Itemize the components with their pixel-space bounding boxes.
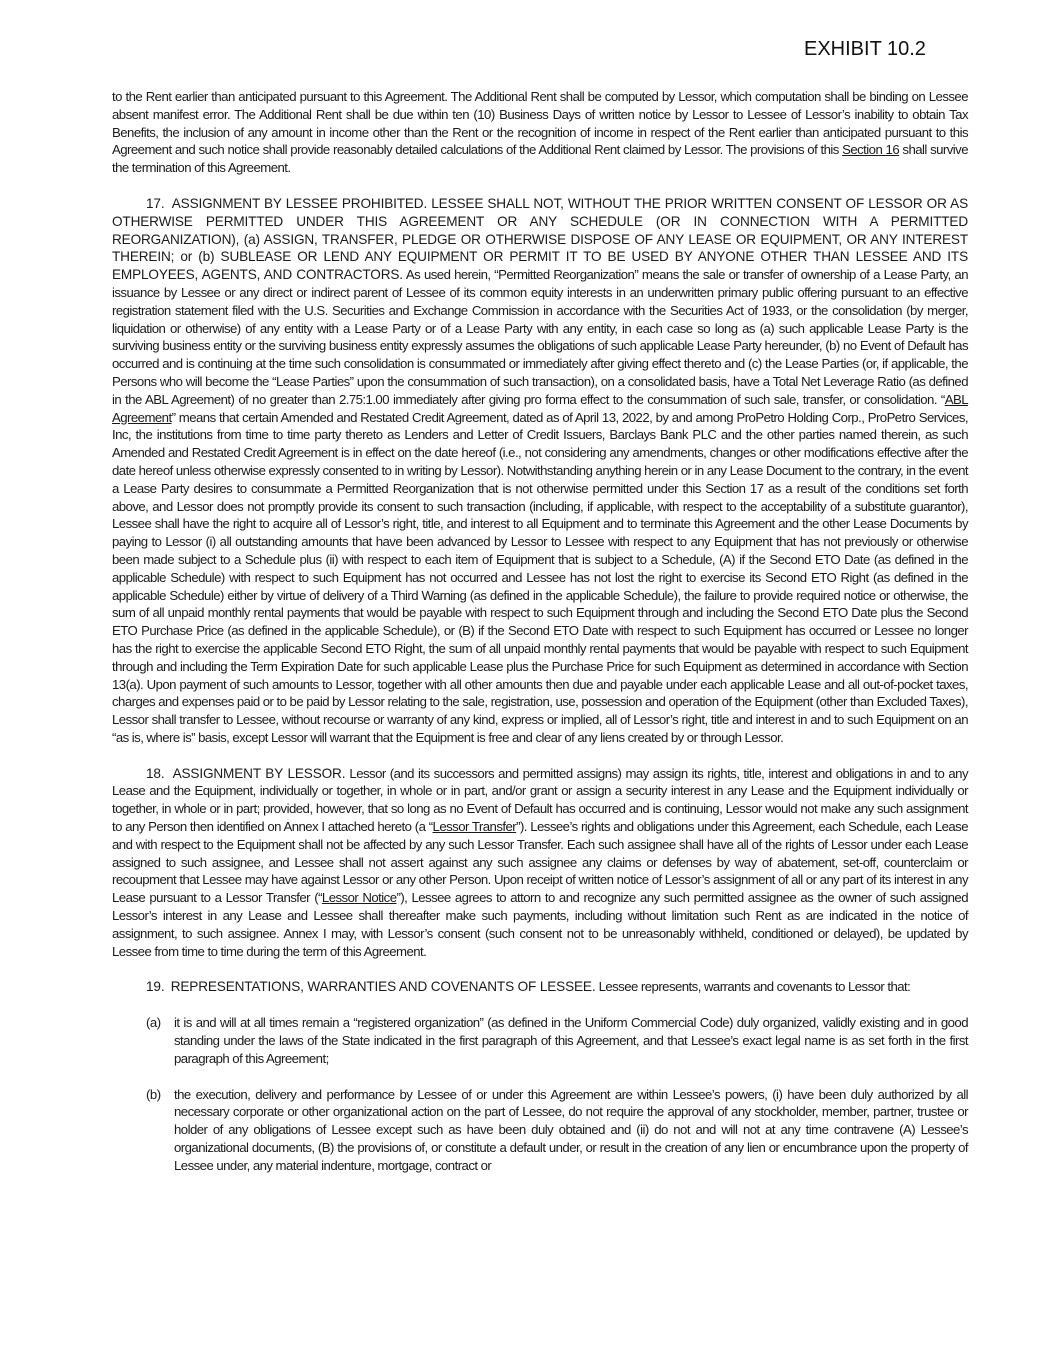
section-16-reference: Section 16 <box>842 142 900 158</box>
section-19-heading: REPRESENTATIONS, WARRANTIES AND COVENANTS OF LESSEE. <box>170 979 596 995</box>
section-17-number: 17. <box>146 195 165 211</box>
section-17: 17. ASSIGNMENT BY LESSEE PROHIBITED. LESSEE SHALL NOT, WITHOUT THE PRIOR WRITTEN CONSENT OF LESSOR OR AS OTHERWISE PERMITTED UNDER THIS AGREEMENT OR ANY SCHEDULE (OR IN CONNECTION WITH A PERMITTED REORGANIZATION), (a) ASSIGN, TRANSFER, PLEDGE OR OTHERWISE DISPOSE OF ANY LEASE OR EQUIPMENT, OR ANY INTEREST THEREIN; or (b) SUBLEASE OR LEND ANY EQUIPMENT OR PERMIT IT TO BE USED BY ANYONE OTHER THAN LESSEE AND ITS EMPLOYEES, AGENTS, AND CONTRACTORS. As used herein, “Permitted Reorganization” means the sale or transfer of ownership of a Lease Party, an issuance by Lessee or any direct or indirect parent of Lessee of its common equity interests in an underwritten primary public offering pursuant to an effective registration statement filed with the U.S. Securities and Exchange Commission in accordance with the Securities Act of 1933, or the consolidation (by merger, liquidation or otherwise) of any entity with a Lease Party or of a Lease Party with any entity, in each case so long as (a) such applicable Lease Party is the surviving business entity or the surviving business entity expressly assumes the obligations of such applicable Lease Party hereunder, (b) no Event of Default has occurred and is continuing at the time such consolidation is consummated or immediately after giving effect thereto and (c) the Lease Parties (or, if applicable, the Persons who will become the “Lease Parties” upon the consummation of such transaction), on a consolidated basis, have a Total Net Leverage Ratio (as defined in the ABL Agreement) of no greater than 2.75:1.00 immediately after giving pro forma effect to the consummation of such sale, transfer, or consolidation. “ABL Agreement” means that certain Amended and Restated Credit Agreement, dated as of April 13, 2022, by and among ProPetro Holding Corp., ProPetro Services, Inc, the institutions from time to time party thereto as Lenders and Letter of Credit Issuers, Barclays Bank PLC and the other parties named therein, as such Amended and Restated Credit Agreement is in effect on the date hereof (i.e., not considering any amendments, changes or other modifications effective after the date hereof unless otherwise expressly consented to in writing by Lessor). Notwithstanding anything herein or in any Lease Document to the contrary, in the event a Lease Party desires to consummate a Permitted Reorganization that is not otherwise permitted under this Section 17 as a result of the conditions set forth above, and Lessor does not promptly provide its consent to such transaction (including, if applicable, with respect to the acceptability of a substitute guarantor), Lessee shall have the right to acquire all of Lessor’s right, title, and interest to all Equipment and to terminate this Agreement and the other Lease Documents by paying to Lessor (i) all outstanding amounts that have been advanced by Lessor to Lessee with respect to any Equipment that has not previously or otherwise been made subject to a Schedule plus (ii) with respect to each item of Equipment that is subject to a Schedule, (A) if the Second ETO Date (as defined in the applicable Schedule) with respect to such Equipment has not occurred and Lessee has not lost the right to exercise its Second ETO Right (as defined in the applicable Schedule) either by virtue of delivery of a Third Warning (as defined in the applicable Schedule), the failure to provide required notice or otherwise, the sum of all unpaid monthly rental payments that would be payable with respect to such Equipment through and including the Second ETO Date plus the Second ETO Purchase Price (as defined in the applicable Schedule), or (B) if the Second ETO Date with respect to such Equipment has occurred or Lessee no longer has the right to exercise the applicable Second ETO Right, the sum of all unpaid monthly rental payments that would be payable with respect to such Equipment through and including the Term Expiration Date for such applicable Lease plus the Purchase Price for such Equipment as determined in accordance with Section 13(a). Upon payment of such amounts to Lessor, together with all other amounts then due and payable under each applicable Lease and all out-of-pocket taxes, charges and expenses paid or to be paid by Lessor relating to the sale, registration, use, possession and operation of the Equipment (other than Excluded Taxes), Lessor shall transfer to Lessee, without recourse or warranty of any kind, express or implied, all of Lessor’s right, title and interest in and to such Equipment on an “as is, where is” basis, except Lessor will warrant that the Equipment is free and clear of any liens created by or through Lessor. <box>112 195 968 745</box>
abl-agreement-term: ABL Agreement <box>112 391 968 425</box>
lessor-notice-term: Lessor Notice <box>321 890 397 906</box>
item-text: the execution, delivery and performance by Lessee of or under this Agreement are within Lessee’s powers, (i) have been duly authorized by all necessary corporate or other organizational action on the part of Lessee, do not require the approval of any stockholder, member, partner, trustee or holder of any obligations of Lessee except such as have been duly obtained and (ii) do not and will not at any time contravene (A) Lessee’s organizational documents, (B) the provisions of, or constitute a default under, or result in the creation of any lien or encumbrance upon the property of Lessee under, any material indenture, mortgage, contract or <box>174 1086 968 1173</box>
section-17-heading: ASSIGNMENT BY LESSEE PROHIBITED. LESSEE SHALL NOT, WITHOUT THE PRIOR WRITTEN CONSENT OF LESSOR OR AS OTHERWISE PERMITTED UNDER THIS AGREEMENT OR ANY SCHEDULE (OR IN CONNECTION WITH A PERMITTED REORGANIZATION), (a) ASSIGN, TRANSFER, PLEDGE OR OTHERWISE DISPOSE OF ANY LEASE OR EQUIPMENT, OR ANY INTEREST THEREIN; or (b) SUBLEASE OR LEND ANY EQUIPMENT OR PERMIT IT TO BE USED BY ANYONE OTHER THAN LESSEE AND ITS EMPLOYEES, AGENTS, AND CONTRACTORS. <box>112 195 968 283</box>
section-18-heading: ASSIGNMENT BY LESSOR. <box>172 765 346 781</box>
paragraph-section16-end: to the Rent earlier than anticipated pursuant to this Agreement. The Additional Rent shall be computed by Lessor, which computation shall be binding on Lessee absent manifest error. The Additional Rent shall be due within ten (10) Business Days of written notice by Lessor to Lessee of Lessor’s inability to obtain Tax Benefits, the inclusion of any amount in income other than the Rent or the recognition of income in respect of the Rent earlier than anticipated pursuant to this Agreement and such notice shall provide reasonably detailed calculations of the Additional Rent claimed by Lessor. The provisions of this Section 16 shall survive the termination of this Agreement. <box>112 89 968 176</box>
section-19-item-a <box>146 1014 968 1067</box>
section-19: 19. REPRESENTATIONS, WARRANTIES AND COVENANTS OF LESSEE. Lessee represents, warrants and covenants to Lessor that: <box>146 979 911 995</box>
document-page <box>112 88 968 1175</box>
item-text: it is and will at all times remain a “registered organization” (as defined in the Uniform Commercial Code) duly organized, validly existing and in good standing under the laws of the State indicated in the first paragraph of this Agreement, and that Lessee’s exact legal name is as set forth in the first paragraph of this Agreement; <box>174 1015 968 1066</box>
section-18: 18. ASSIGNMENT BY LESSOR. Lessor (and its successors and permitted assigns) may assign its rights, title, interest and obligations in and to any Lease and the Equipment, individually or together, in whole or in part, and/or grant or assign a security interest in any Lease and the Equipment individually or together, in whole or in part; provided, however, that so long as no Event of Default has occurred and is continuing, Lessor would not make any such assignment to any Person then identified on Annex I attached hereto (a “Lessor Transfer”). Lessee’s rights and obligations under this Agreement, each Schedule, each Lease and with respect to the Equipment shall not be affected by any such Lessor Transfer. Each such assignee shall have all of the rights of Lessor under each Lease assigned to such assignee, and Lessee shall not assert against any such assignee any claims or defenses by way of abatement, set-off, counterclaim or recoupment that Lessee may have against Lessor or any other Person. Upon receipt of written notice of Lessor’s assignment of all or any part of its interest in any Lease pursuant to a Lessor Transfer (“Lessor Notice”), Lessee agrees to attorn to and recognize any such permitted assignee as the owner of such assigned Lessor’s interest in any Lease and Lessee shall thereafter make such payments, including without limitation such Rent as are indicated in the notice of assignment, to such assignee. Annex I may, with Lessor’s consent (such consent not to be unreasonably withheld, conditioned or delayed), be updated by Lessee from time to time during the term of this Agreement. <box>112 765 969 959</box>
exhibit-label: EXHIBIT 10.2 <box>804 38 926 60</box>
item-label: (a) <box>146 1015 161 1031</box>
section-19-item-b <box>146 1086 968 1175</box>
lessor-transfer-term: Lessor Transfer <box>432 819 517 835</box>
section-19-number: 19. <box>146 979 165 995</box>
section-18-number: 18. <box>146 765 165 781</box>
item-label: (b) <box>146 1086 161 1102</box>
